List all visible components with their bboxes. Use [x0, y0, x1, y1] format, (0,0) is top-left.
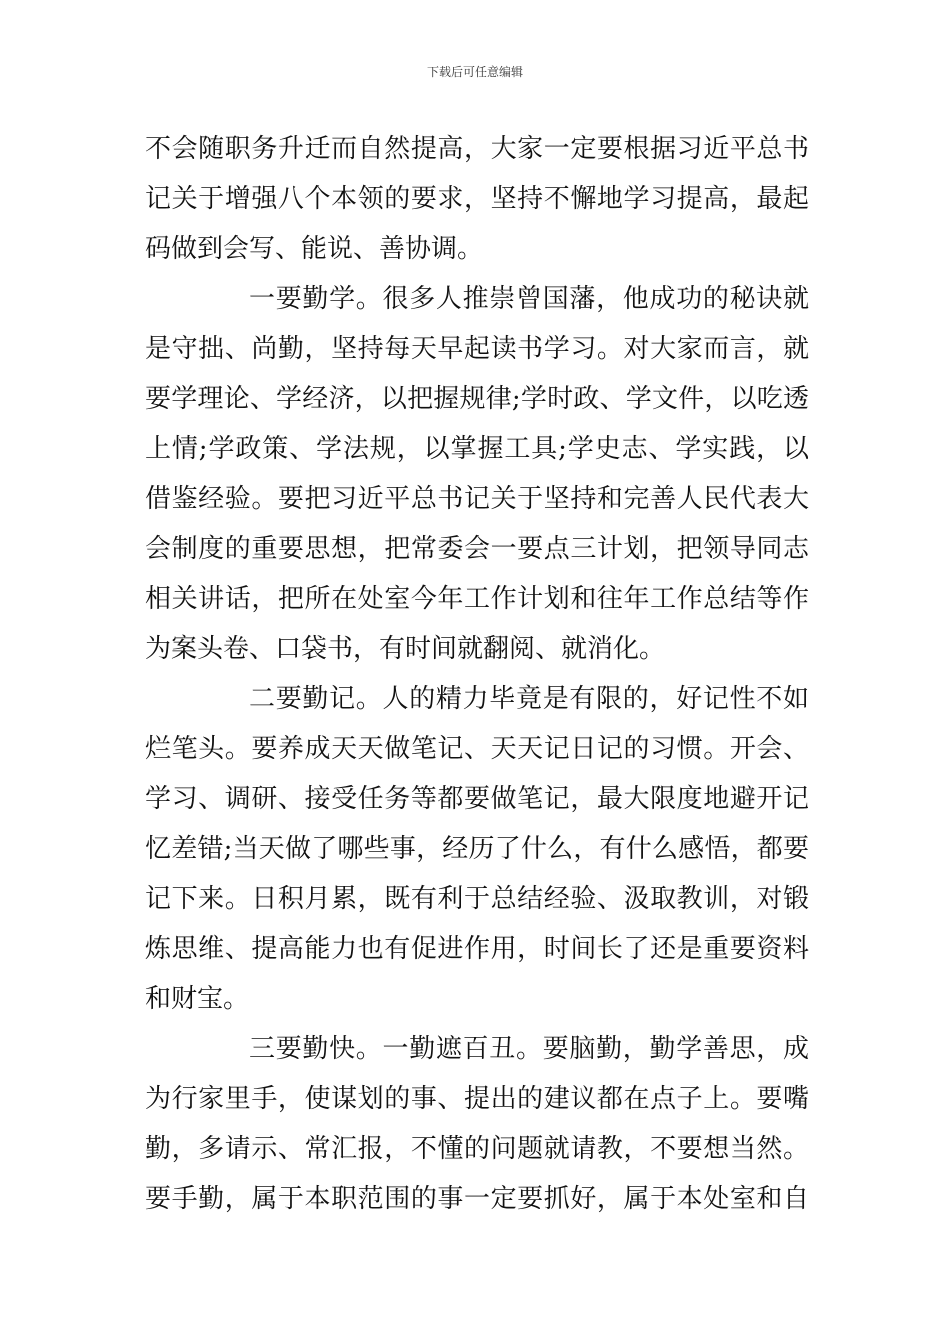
text-line: 三要勤快。一勤遮百丑。要脑勤，勤学善思，成: [249, 1034, 809, 1064]
page-header: 下载后可任意编辑: [426, 65, 523, 79]
text-line: 码做到会写、能说、善协调。: [145, 234, 484, 264]
text-line: 一要勤学。很多人推崇曾国藩，他成功的秘诀就: [249, 284, 809, 314]
text-line: 二要勤记。人的精力毕竟是有限的，好记性不如: [249, 684, 809, 714]
document-body: [145, 124, 809, 1224]
text-line: 勤，多请示、常汇报，不懂的问题就请教，不要想当然。: [145, 1134, 809, 1164]
text-line: 记关于增强八个本领的要求，坚持不懈地学习提高，最起: [145, 184, 809, 214]
text-line: 为案头卷、口袋书，有时间就翻阅、就消化。: [145, 634, 666, 664]
text-line: 不会随职务升迁而自然提高，大家一定要根据习近平总书: [145, 134, 809, 164]
text-line: 会制度的重要思想，把常委会一要点三计划，把领导同志: [145, 534, 809, 564]
text-line: 借鉴经验。要把习近平总书记关于坚持和完善人民代表大: [145, 484, 809, 514]
paragraph-2: [145, 274, 809, 674]
text-line: 相关讲话，把所在处室今年工作计划和往年工作总结等作: [145, 584, 809, 614]
paragraph-3: [145, 674, 809, 1024]
paragraph-4: [145, 1024, 809, 1224]
text-line: 要学理论、学经济，以把握规律;学时政、学文件，以吃透: [145, 384, 809, 414]
text-line: 和财宝。: [145, 984, 250, 1014]
text-line: 学习、调研、接受任务等都要做笔记，最大限度地避开记: [145, 784, 809, 814]
text-line: 要手勤，属于本职范围的事一定要抓好，属于本处室和自: [145, 1184, 809, 1214]
text-line: 是守拙、尚勤，坚持每天早起读书学习。对大家而言，就: [145, 334, 809, 364]
text-line: 烂笔头。要养成天天做笔记、天天记日记的习惯。开会、: [145, 734, 809, 764]
text-line: 忆差错;当天做了哪些事，经历了什么，有什么感悟，都要: [145, 834, 809, 864]
text-line: 炼思维、提高能力也有促进作用，时间长了还是重要资料: [145, 934, 809, 964]
text-line: 上情;学政策、学法规，以掌握工具;学史志、学实践，以: [145, 434, 809, 464]
text-line: 记下来。日积月累，既有利于总结经验、汲取教训，对锻: [145, 884, 809, 914]
text-line: 为行家里手，使谋划的事、提出的建议都在点子上。要嘴: [145, 1084, 809, 1114]
paragraph-1: [145, 124, 809, 274]
